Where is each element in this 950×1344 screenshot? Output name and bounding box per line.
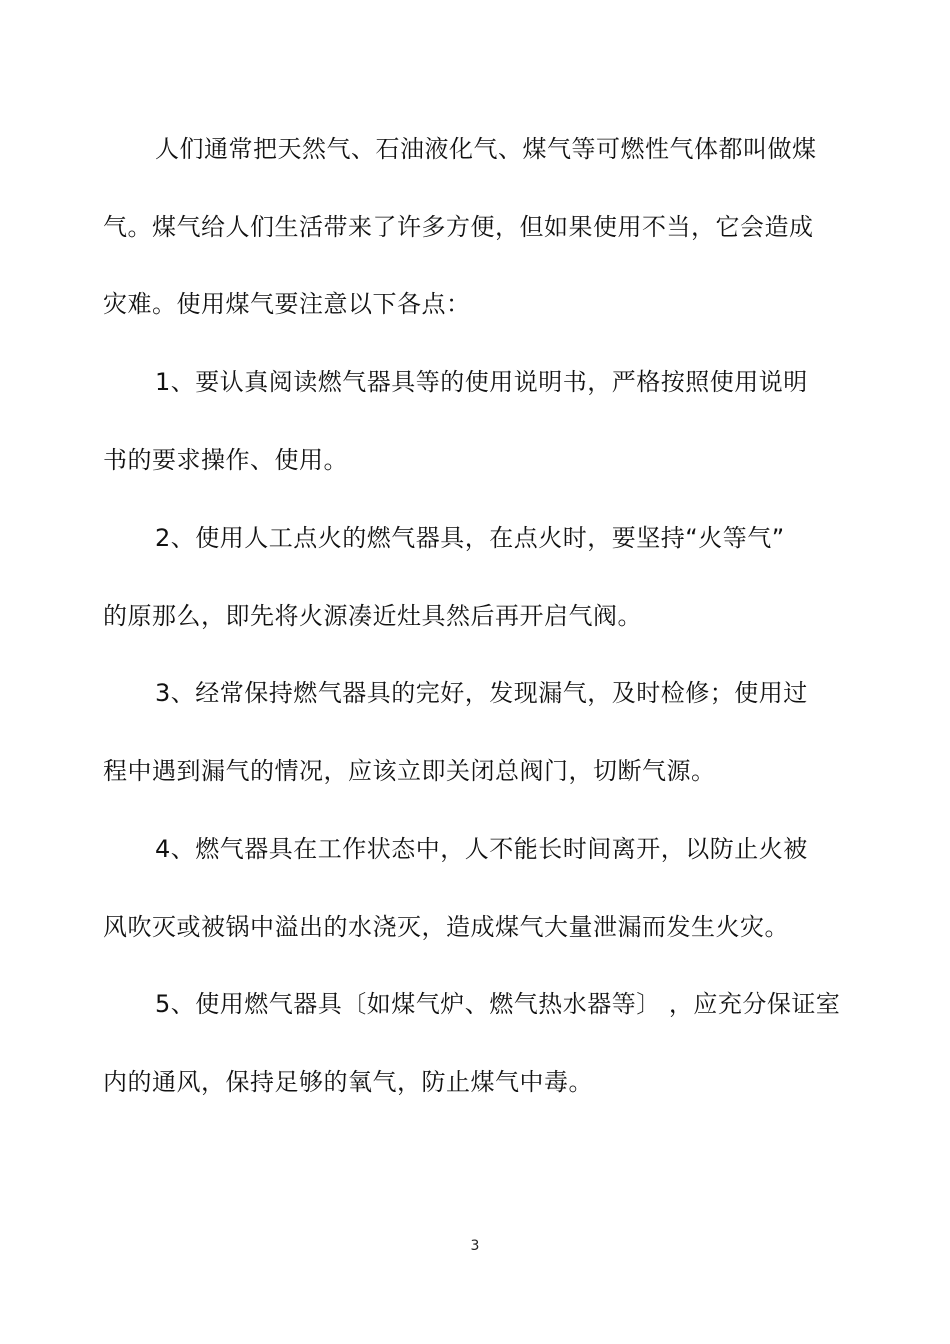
paragraph-intro-line-2: 气。煤气给人们生活带来了许多方便，但如果使用不当，它会造成 xyxy=(103,213,814,241)
item-4-line-2: 风吹灭或被锅中溢出的水浇灭，造成煤气大量泄漏而发生火灾。 xyxy=(103,913,789,941)
paragraph-intro-line-1: 人们通常把天然气、石油液化气、煤气等可燃性气体都叫做煤 xyxy=(155,135,817,163)
item-5-line-1: 5、使用燃气器具〔如煤气炉、燃气热水器等〕 ，应充分保证室 xyxy=(155,990,841,1018)
item-3-line-2: 程中遇到漏气的情况，应该立即关闭总阀门，切断气源。 xyxy=(103,757,716,785)
item-4-line-1: 4、燃气器具在工作状态中，人不能长时间离开，以防止火被 xyxy=(155,835,808,863)
item-1-line-1: 1、要认真阅读燃气器具等的使用说明书，严格按照使用说明 xyxy=(155,368,808,396)
item-1-line-2: 书的要求操作、使用。 xyxy=(103,446,348,474)
item-5-line-2: 内的通风，保持足够的氧气，防止煤气中毒。 xyxy=(103,1068,593,1096)
page-number: 3 xyxy=(470,1238,480,1254)
paragraph-intro-line-3: 灾难。使用煤气要注意以下各点： xyxy=(103,290,471,318)
item-3-line-1: 3、经常保持燃气器具的完好，发现漏气，及时检修；使用过 xyxy=(155,679,808,707)
item-2-line-2: 的原那么，即先将火源凑近灶具然后再开启气阀。 xyxy=(103,602,642,630)
item-2-line-1: 2、使用人工点火的燃气器具，在点火时，要坚持“火等气” xyxy=(155,524,785,552)
